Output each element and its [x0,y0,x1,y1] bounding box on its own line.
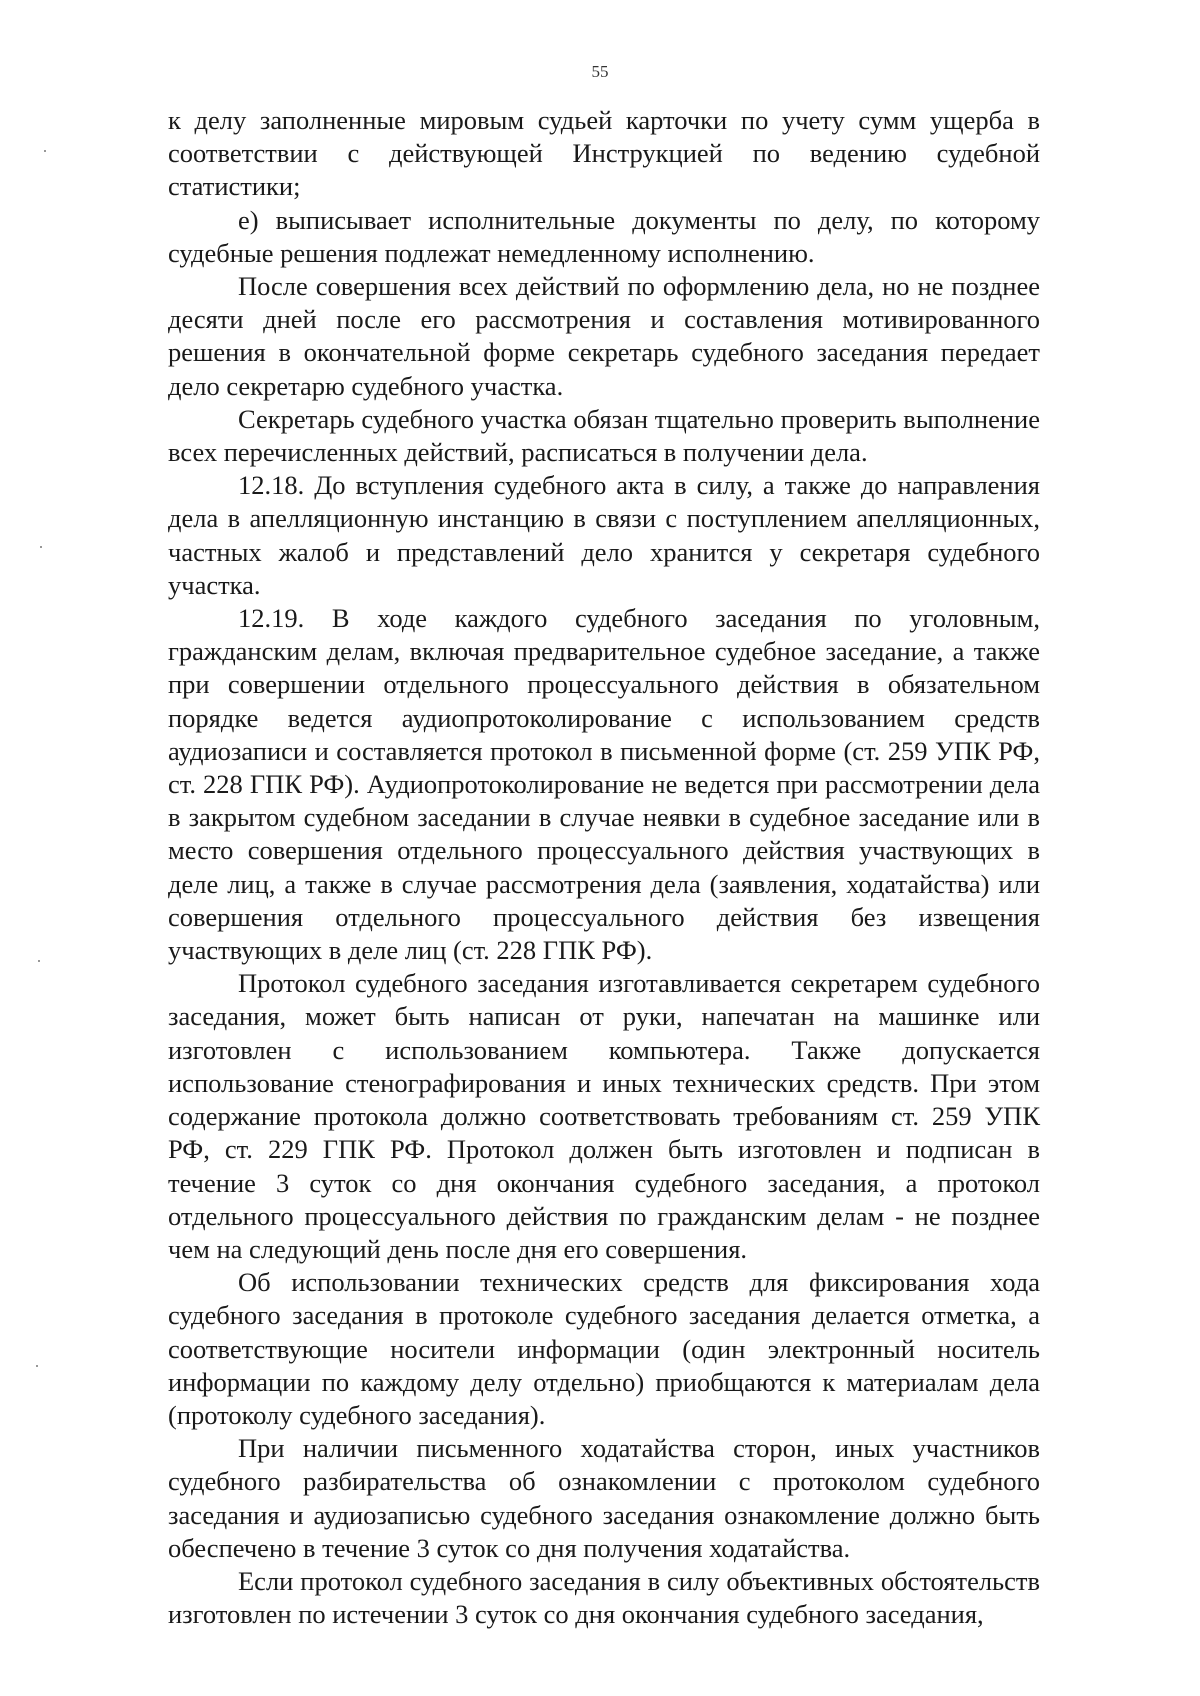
paragraph-late-protocol: Если протокол судебного заседания в силу объективных обстоятельств изготовлен по истечении 3 суток со дня окончания судебного заседания, [168,1565,1040,1630]
paragraph-12-18: 12.18. До вступления судебного акта в силу, а также до направления дела в апелляционную инстанцию в связи с поступлением апелляционных, частных жалоб и представлений дело хранится у секретаря судебного участка. [168,470,1040,600]
scan-speck [40,546,42,548]
page-number: 55 [591,62,609,81]
scan-speck [38,960,40,962]
paragraph-12-19: 12.19. В ходе каждого судебного заседания по уголовным, гражданским делам, включая предварительное судебное заседание, а также при совершении отдельного процессуального действия в обязательном порядке ведется аудиопротоколирование с использованием средств аудиозаписи и составляется протокол в письменной форме (ст. 259 УПК РФ, ст. 228 ГПК РФ). Аудиопротоколирование не ведется при рассмотрении дела в закрытом судебном заседании в случае неявки в судебное заседание или в место совершения отдельного процессуального действия участвующих в деле лиц, а также в случае рассмотрения дела (заявления, ходатайства) или совершения отдельного процессуального действия без извещения участвующих в деле лиц (ст. 228 ГПК РФ). [168,603,1040,966]
paragraph-technical-means: Об использовании технических средств для фиксирования хода судебного заседания в протоколе судебного заседания делается отметка, а соответствующие носители информации (один электронный носитель информации по каждому делу отдельно) приобщаются к материалам дела (протоколу судебного заседания). [168,1267,1040,1430]
paragraph-continuation: к делу заполненные мировым судьей карточки по учету сумм ущерба в соответствии с действующей Инструкцией по ведению судебной статистики; [168,105,1040,202]
paragraph-petition: При наличии письменного ходатайства сторон, иных участников судебного разбирательства об ознакомлении с протоколом судебного заседания и аудиозаписью судебного заседания ознакомление должно быть обеспечено в течение 3 суток со дня получения ходатайства. [168,1433,1040,1563]
paragraph-secretary-check: Секретарь судебного участка обязан тщательно проверить выполнение всех перечисленных действий, расписаться в получении дела. [168,403,1040,468]
paragraph-item-e: е) выписывает исполнительные документы по делу, по которому судебные решения подлежат немедленному исполнению. [168,204,1040,268]
scan-speck [36,1365,38,1367]
scan-speck [44,150,46,152]
paragraph-protocol: Протокол судебного заседания изготавливается секретарем судебного заседания, может быть написан от руки, напечатан на машинке или изготовлен с использованием компьютера. Также допускается использование стенографирования и иных технических средств. При этом содержание протокола должно соответствовать требованиям ст. 259 УПК РФ, ст. 229 ГПК РФ. Протокол должен быть изготовлен и подписан в течение 3 суток со дня окончания судебного заседания, а протокол отдельного процессуального действия по гражданским делам - не позднее чем на следующий день после дня его совершения. [168,968,1040,1264]
document-body [168,104,1040,1631]
paragraph-case-transfer: После совершения всех действий по оформлению дела, но не позднее десяти дней после его рассмотрения и составления мотивированного решения в окончательной форме секретарь судебного заседания передает дело секретарю судебного участка. [168,271,1040,401]
